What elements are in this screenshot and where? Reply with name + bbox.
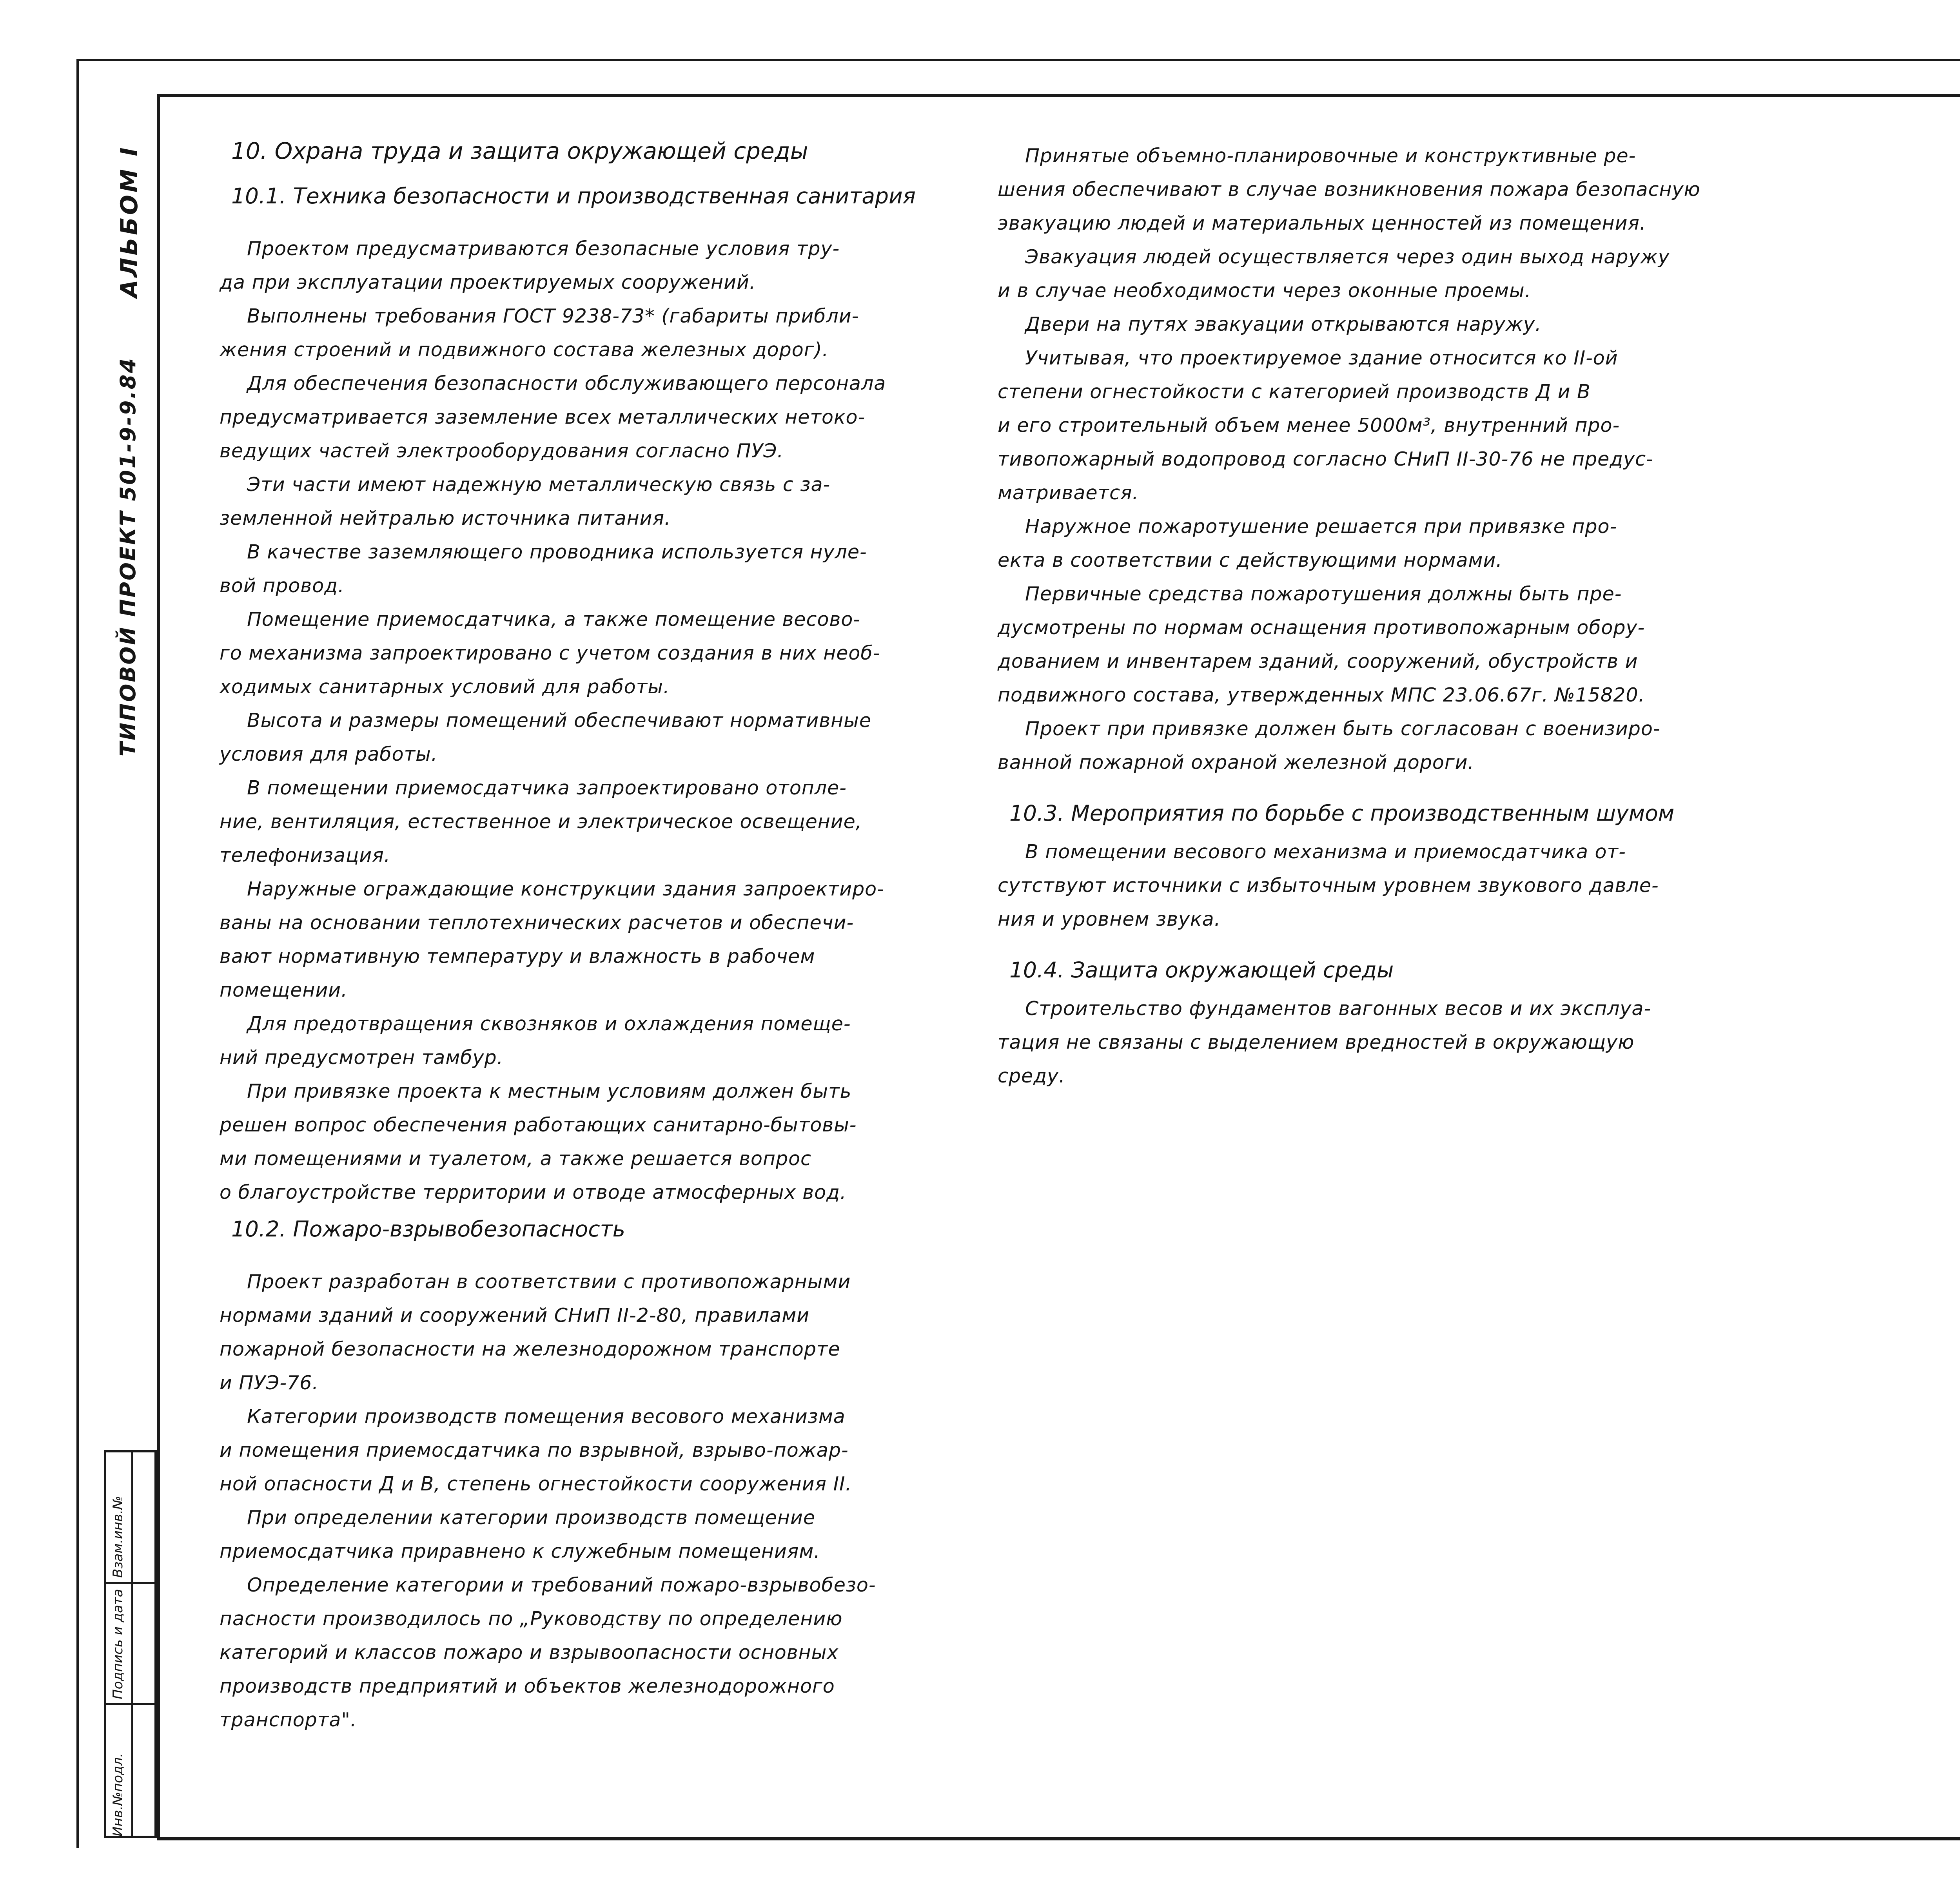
text-line: В качестве заземляющего проводника используется нуле- bbox=[247, 541, 867, 563]
section-heading-10-1: 10.1. Техника безопасности и производственная санитария bbox=[231, 183, 916, 208]
section-heading-10: 10. Охрана труда и защита окружающей среды bbox=[231, 138, 808, 164]
text-line: земленной нейтралью источника питания. bbox=[220, 507, 671, 529]
text-line: Принятые объемно-планировочные и конструктивные ре- bbox=[1025, 145, 1636, 167]
text-line: степени огнестойкости с категорией производств Д и В bbox=[998, 381, 1591, 403]
text-line: пожарной безопасности на железнодорожном транспорте bbox=[220, 1338, 840, 1360]
text-line: В помещении весового механизма и приемосдатчика от- bbox=[1025, 841, 1626, 863]
section-heading-10-3: 10.3. Мероприятия по борьбе с производственным шумом bbox=[1009, 801, 1675, 826]
text-line: Двери на путях эвакуации открываются наружу. bbox=[1025, 313, 1542, 335]
text-line: подвижного состава, утвержденных МПС 23.06.67г. №15820. bbox=[998, 684, 1645, 706]
text-line: условия для работы. bbox=[220, 743, 438, 765]
text-line: Первичные средства пожаротушения должны быть пре- bbox=[1025, 583, 1622, 605]
text-line: тивопожарный водопровод согласно СНиП II-30-76 не предус- bbox=[998, 448, 1653, 470]
text-line: Проект при привязке должен быть согласован с военизиро- bbox=[1025, 718, 1661, 740]
text-line: ние, вентиляция, естественное и электрическое освещение, bbox=[220, 810, 862, 833]
text-line: ний предусмотрен тамбур. bbox=[220, 1046, 504, 1069]
text-line: При привязке проекта к местным условиям должен быть bbox=[247, 1080, 852, 1102]
text-line: эвакуацию людей и материальных ценностей из помещения. bbox=[998, 212, 1646, 234]
text-line: да при эксплуатации проектируемых сооружений. bbox=[220, 271, 756, 294]
text-line: дусмотрены по нормам оснащения противопожарным обору- bbox=[998, 616, 1645, 639]
text-line: Эвакуация людей осуществляется через один выход наружу bbox=[1025, 246, 1670, 268]
text-line: Проект разработан в соответствии с противопожарными bbox=[247, 1271, 851, 1293]
text-line: Строительство фундаментов вагонных весов и их эксплуа- bbox=[1025, 997, 1651, 1020]
text-line: Проектом предусматриваются безопасные условия тру- bbox=[247, 237, 840, 260]
stamp-row-divider bbox=[106, 1703, 154, 1705]
stamp-label-inventory: Инв.№подл. bbox=[110, 1753, 126, 1836]
text-line: о благоустройстве территории и отводе атмосферных вод. bbox=[220, 1181, 847, 1204]
text-line: ния и уровнем звука. bbox=[998, 908, 1221, 930]
text-line: Для предотвращения сквозняков и охлаждения помеще- bbox=[247, 1013, 851, 1035]
text-line: Высота и размеры помещений обеспечивают нормативные bbox=[247, 709, 871, 732]
text-line: производств предприятий и объектов железнодорожного bbox=[220, 1675, 835, 1697]
text-line: пасности производилось по „Руководству по определению bbox=[220, 1608, 843, 1630]
text-line: Определение категории и требований пожаро-взрывобезо- bbox=[247, 1574, 876, 1596]
section-heading-10-2: 10.2. Пожаро-взрывобезопасность bbox=[231, 1216, 626, 1242]
text-line: сутствуют источники с избыточным уровнем звукового давле- bbox=[998, 874, 1659, 897]
stamp-label-replacement: Взам.инв.№ bbox=[110, 1496, 126, 1578]
text-line: екта в соответствии с действующими нормами. bbox=[998, 549, 1503, 571]
text-line: Выполнены требования ГОСТ 9238-73* (габариты прибли- bbox=[247, 305, 859, 327]
section-10-2-text bbox=[220, 1265, 984, 1737]
project-label: ТИПОВОЙ ПРОЕКТ 501-9-9.84 bbox=[116, 357, 140, 756]
text-line: вают нормативную температуру и влажность в рабочем bbox=[220, 945, 815, 968]
text-line: и ПУЭ-76. bbox=[220, 1372, 319, 1394]
text-line: решен вопрос обеспечения работающих санитарно-бытовы- bbox=[220, 1114, 857, 1136]
approval-stamp bbox=[104, 1450, 157, 1838]
section-10-3-text bbox=[998, 835, 1762, 936]
text-line: ходимых санитарных условий для работы. bbox=[220, 676, 670, 698]
text-line: матривается. bbox=[998, 482, 1139, 504]
text-line: ной опасности Д и В, степень огнестойкости сооружения II. bbox=[220, 1473, 852, 1495]
text-line: Эти части имеют надежную металлическую связь с за- bbox=[247, 473, 831, 496]
text-line: категорий и классов пожаро и взрывоопасности основных bbox=[220, 1641, 839, 1664]
section-10-2-continued-text bbox=[998, 139, 1762, 780]
text-line: транспорта". bbox=[220, 1709, 357, 1731]
text-line: помещении. bbox=[220, 979, 348, 1001]
album-label: АЛЬБОМ I bbox=[116, 145, 143, 298]
text-line: телефонизация. bbox=[220, 844, 391, 867]
text-line: жения строений и подвижного состава железных дорог). bbox=[220, 339, 829, 361]
text-line: В помещении приемосдатчика запроектировано отопле- bbox=[247, 777, 847, 799]
text-line: и помещения приемосдатчика по взрывной, взрыво-пожар- bbox=[220, 1439, 849, 1461]
text-line: шения обеспечивают в случае возникновения пожара безопасную bbox=[998, 178, 1700, 201]
text-line: го механизма запроектировано с учетом создания в них необ- bbox=[220, 642, 880, 664]
text-line: нормами зданий и сооружений СНиП II-2-80, правилами bbox=[220, 1304, 810, 1327]
text-line: ведущих частей электрооборудования согласно ПУЭ. bbox=[220, 440, 784, 462]
text-line: Учитывая, что проектируемое здание относится ко II-ой bbox=[1025, 347, 1618, 369]
text-line: приемосдатчика приравнено к служебным помещениям. bbox=[220, 1540, 820, 1563]
section-heading-10-4: 10.4. Защита окружающей среды bbox=[1009, 957, 1394, 983]
section-10-1-text bbox=[220, 232, 984, 1209]
text-line: вой провод. bbox=[220, 575, 345, 597]
text-line: Наружные ограждающие конструкции здания запроектиро- bbox=[247, 878, 884, 900]
text-line: среду. bbox=[998, 1065, 1065, 1087]
text-line: тация не связаны с выделением вредностей в окружающую bbox=[998, 1031, 1635, 1053]
stamp-label-signature: Подпись и дата bbox=[110, 1589, 126, 1699]
text-line: ванной пожарной охраной железной дороги. bbox=[998, 751, 1474, 774]
right-text-column bbox=[998, 139, 1762, 1093]
text-line: При определении категории производств помещение bbox=[247, 1506, 815, 1529]
left-text-column bbox=[220, 133, 984, 1737]
text-line: предусматривается заземление всех металлических нетоко- bbox=[220, 406, 866, 428]
text-line: Наружное пожаротушение решается при привязке про- bbox=[1025, 515, 1617, 538]
text-line: и в случае необходимости через оконные проемы. bbox=[998, 279, 1532, 302]
text-line: и его строительный объем менее 5000м³, внутренний про- bbox=[998, 414, 1620, 437]
stamp-row-divider bbox=[106, 1582, 154, 1584]
text-line: ваны на основании теплотехнических расчетов и обеспечи- bbox=[220, 912, 854, 934]
stamp-divider bbox=[131, 1452, 133, 1836]
text-line: Помещение приемосдатчика, а также помещение весово- bbox=[247, 608, 861, 631]
text-line: дованием и инвентарем зданий, сооружений, обустройств и bbox=[998, 650, 1638, 673]
text-line: ми помещениями и туалетом, а также решается вопрос bbox=[220, 1148, 811, 1170]
text-line: Категории производств помещения весового механизма bbox=[247, 1405, 846, 1428]
section-10-4-text bbox=[998, 992, 1762, 1093]
text-line: Для обеспечения безопасности обслуживающего персонала bbox=[247, 372, 886, 395]
